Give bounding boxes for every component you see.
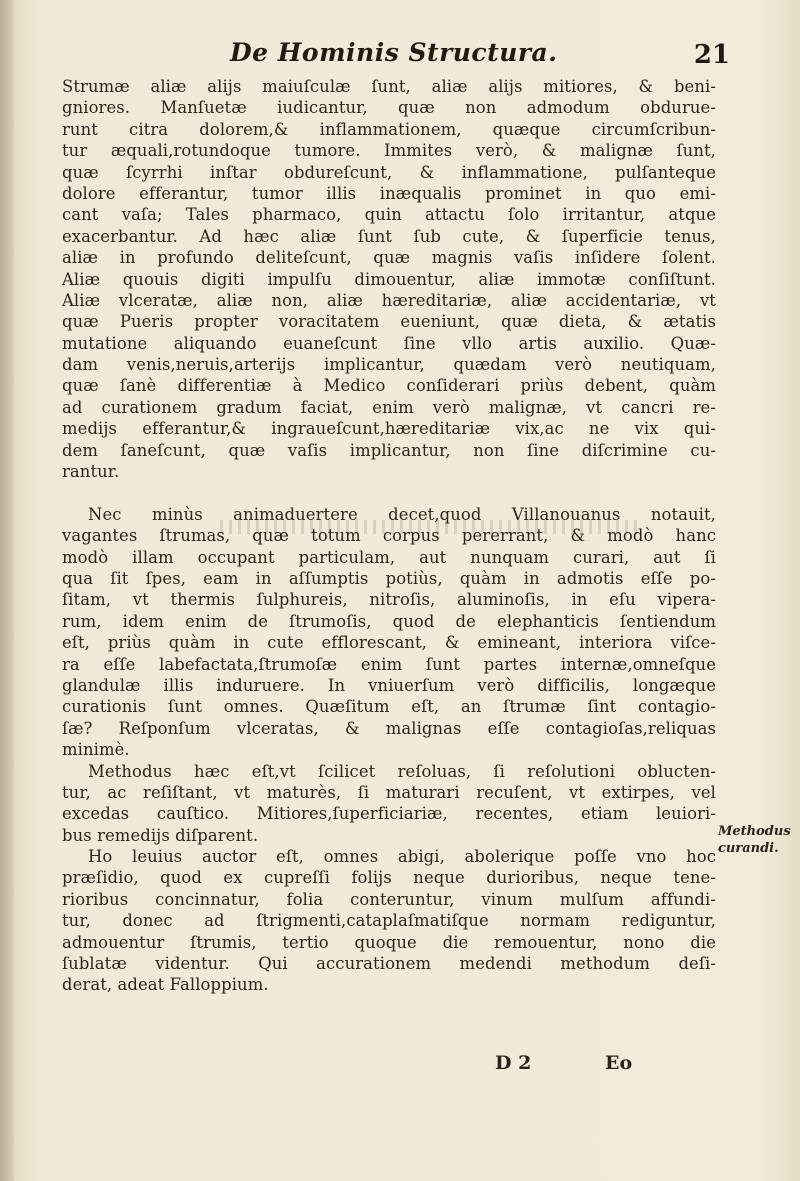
page-header <box>60 38 760 78</box>
body-text <box>62 76 716 996</box>
text-line: quæ ſanè differentiæ à Medico conſiderari priùs debent, quàm <box>62 376 716 396</box>
text-line: ra eſſe labefactata,ſtrumoſæ enim ſunt partes internæ,omneſque <box>62 654 716 674</box>
text-line: tur æquali,rotundoque tumore. Immites verò, & malignæ ſunt, <box>62 141 716 161</box>
text-line: derat, adeat Falloppium. <box>62 975 269 995</box>
text-line: curationis ſunt omnes. Quæſitum eſt, an ſtrumæ ſint contagio- <box>62 697 716 717</box>
catchword: Eo <box>605 1052 633 1074</box>
text-line: rioribus concinnatur, folia conteruntur, vinum mulſum affundi- <box>62 889 716 909</box>
text-line: Nec minùs animaduertere decet,quod Villanouanus notauit, <box>88 504 716 524</box>
text-line: rantur. <box>62 462 120 482</box>
text-line: Ho leuius auctor eſt, omnes abigi, abolerique poſſe vno hoc <box>88 847 716 867</box>
text-line: bus remedijs diſparent. <box>62 825 259 845</box>
text-line: exacerbantur. Ad hæc aliæ ſunt ſub cute, & ſuperficie tenus, <box>62 226 716 246</box>
marginal-note: Methodus curandi. <box>718 824 791 856</box>
text-line: quæ ſcyrrhi inſtar obdureſcunt, & inflammatione, pulſanteque <box>62 162 716 182</box>
text-line: Methodus hæc eſt,vt ſcilicet reſoluas, ſi reſolutioni oblucten- <box>88 761 716 781</box>
text-line: ad curationem gradum faciat, enim verò malignæ, vt cancri re- <box>62 397 716 417</box>
text-line: admouentur ſtrumis, tertio quoque die remouentur, nono die <box>62 932 716 952</box>
text-line: qua ſit ſpes, eam in aſſumptis potiùs, quàm in admotis eſſe po- <box>62 568 716 588</box>
text-line: aliæ in profundo deliteſcunt, quæ magnis vaſis inſidere ſolent. <box>62 248 716 268</box>
text-line: rum, idem enim de ſtrumoſis, quod de elephanticis ſentiendum <box>62 611 716 631</box>
text-line: Aliæ vlceratæ, aliæ non, aliæ hæreditariæ, aliæ accidentariæ, vt <box>62 290 716 310</box>
text-line: dam venis,neruis,arterijs implicantur, quædam verò neutiquam, <box>62 355 716 375</box>
text-line: modò illam occupant particulam, aut nunquam curari, aut ſi <box>62 547 716 567</box>
text-line: eſt, priùs quàm in cute efflorescant, & emineant, interiora viſce- <box>62 633 716 653</box>
text-line: tur, ac reſiſtant, vt maturès, ſi maturari recuſent, vt extirpes, vel <box>62 782 716 802</box>
text-line: gniores. Manſuetæ iudicantur, quæ non admodum obdurue- <box>62 98 716 118</box>
text-line: Strumæ aliæ alijs maiuſculæ ſunt, aliæ alijs mitiores, & beni- <box>62 77 716 96</box>
text-line: ſitam, vt thermis ſulphureis, nitroſis, aluminoſis, in eſu vipera- <box>62 590 716 610</box>
text-line: cant vaſa; Tales pharmaco, quin attactu ſolo irritantur, atque <box>62 205 716 225</box>
signature-mark: D 2 <box>495 1052 532 1074</box>
text-line: dem ſaneſcunt, quæ vaſis implicantur, non ſine diſcrimine cu- <box>62 440 716 460</box>
text-line: quæ Pueris propter voracitatem eueniunt, quæ dieta, & ætatis <box>62 312 716 332</box>
running-title: De Hominis Structura. <box>230 38 558 67</box>
text-line: ſublatæ videntur. Qui accurationem medendi methodum deſi- <box>62 954 716 974</box>
page-gutter <box>0 0 14 1181</box>
text-line: Aliæ quouis digiti impulſu dimouentur, aliæ immotæ conſiſtunt. <box>62 269 716 289</box>
text-line: excedas cauſtico. Mitiores,ſuperficiariæ, recentes, etiam leuiori- <box>62 804 716 824</box>
text-line: tur, donec ad ſtrigmenti,cataplaſmatiſque normam rediguntur, <box>62 911 716 931</box>
text-line: glandulæ illis induruere. In vniuerſum verò difficilis, longæque <box>62 675 716 695</box>
text-line: minimè. <box>62 740 130 760</box>
text-line: mutatione aliquando euaneſcunt ſine vllo artis auxilio. Quæ- <box>62 333 716 353</box>
page-number: 21 <box>693 40 730 70</box>
paragraph-gap <box>62 482 716 503</box>
text-line: præſidio, quod ex cupreſſi folijs neque durioribus, neque tene- <box>62 868 716 888</box>
text-line: medijs efferantur,& ingraueſcunt,hæreditariæ vix,ac ne vix qui- <box>62 419 716 439</box>
text-line: ſæ? Reſponſum vlceratas, & malignas eſſe contagioſas,reliquas <box>62 718 716 738</box>
text-line: vagantes ſtrumas, quæ totum corpus pererrant, & modò hanc <box>62 526 716 546</box>
text-line: runt citra dolorem,& inflammationem, quæque circumſcribun- <box>62 119 716 139</box>
text-line: dolore efferantur, tumor illis inæqualis prominet in quo emi- <box>62 183 716 203</box>
